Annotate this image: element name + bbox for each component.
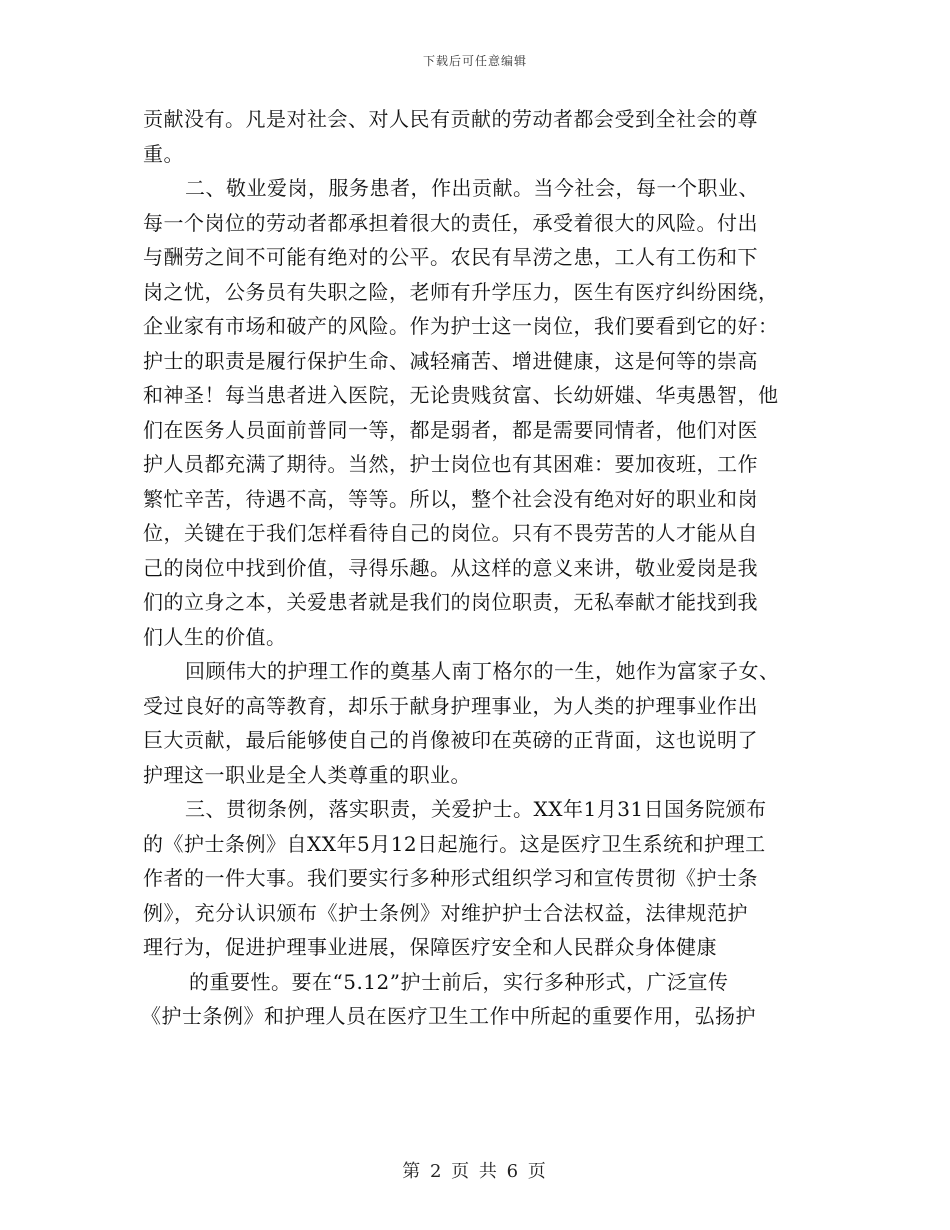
body-line: 每一个岗位的劳动者都承担着很大的责任，承受着很大的风险。付出 [143, 210, 758, 235]
page-header: 下载后可任意编辑 [422, 54, 527, 68]
body-line: 们在医务人员面前普同一等，都是弱者，都是需要同情者，他们对医 [143, 417, 758, 442]
body-line: 和神圣！每当患者进入医院，无论贵贱贫富、长幼妍媸、华夷愚智，他 [143, 383, 779, 407]
body-line: 繁忙辛苦，待遇不高，等等。所以，整个社会没有绝对好的职业和岗 [143, 486, 758, 511]
body-line: 的《护士条例》自XX年5月12日起施行。这是医疗卫生系统和护理工 [143, 831, 766, 856]
body-line: 回顾伟大的护理工作的奠基人南丁格尔的一生，她作为富家子女、 [185, 659, 780, 683]
body-line: 的重要性。要在“5.12”护士前后，实行多种形式，广泛宣传 [189, 969, 729, 994]
body-line: 《护士条例》和护理人员在医疗卫生工作中所起的重要作用，弘扬护 [141, 1004, 756, 1028]
body-line: 例》，充分认识颁布《护士条例》对维护护士合法权益，法律规范护 [143, 900, 748, 925]
body-line: 己的岗位中找到价值，寻得乐趣。从这样的意义来讲，敬业爱岗是我 [143, 555, 758, 580]
body-line: 受过良好的高等教育，却乐于献身护理事业，为人类的护理事业作出 [143, 693, 758, 718]
body-line: 贡献没有。凡是对社会、对人民有贡献的劳动者都会受到全社会的尊 [143, 107, 758, 131]
body-line: 理行为，促进护理事业进展，保障医疗安全和人民群众身体健康 [143, 935, 717, 959]
body-line: 们人生的价值。 [143, 624, 287, 649]
body-line: 巨大贡献，最后能够使自己的肖像被印在英磅的正背面，这也说明了 [143, 728, 758, 752]
body-line: 与酬劳之间不可能有绝对的公平。农民有旱涝之患，工人有工伤和下 [143, 245, 758, 269]
document-body [143, 102, 808, 1034]
body-line: 二、敬业爱岗，服务患者，作出贡献。当今社会，每一个职业、 [185, 176, 759, 200]
body-line: 三、贯彻条例，落实职责，关爱护士。XX年1月31日国务院颁布 [185, 797, 767, 821]
body-line: 位，关键在于我们怎样看待自己的岗位。只有不畏劳苦的人才能从自 [143, 521, 758, 545]
body-line: 岗之忧，公务员有失职之险，老师有升学压力，医生有医疗纠纷困绕， [143, 279, 779, 304]
body-line: 企业家有市场和破产的风险。作为护士这一岗位，我们要看到它的好： [143, 314, 779, 338]
body-line: 护人员都充满了期待。当然，护士岗位也有其困难：要加夜班，工作 [143, 452, 758, 476]
page-footer: 第 2 页 共 6 页 [402, 1161, 548, 1182]
body-line: 作者的一件大事。我们要实行多种形式组织学习和宣传贯彻《护士条 [143, 866, 758, 890]
body-line: 护士的职责是履行保护生命、减轻痛苦、增进健康，这是何等的崇高 [143, 348, 758, 373]
body-line: 们的立身之本，关爱患者就是我们的岗位职责，无私奉献才能找到我 [143, 590, 758, 614]
body-line: 重。 [143, 141, 184, 166]
body-line: 护理这一职业是全人类尊重的职业。 [143, 762, 471, 787]
